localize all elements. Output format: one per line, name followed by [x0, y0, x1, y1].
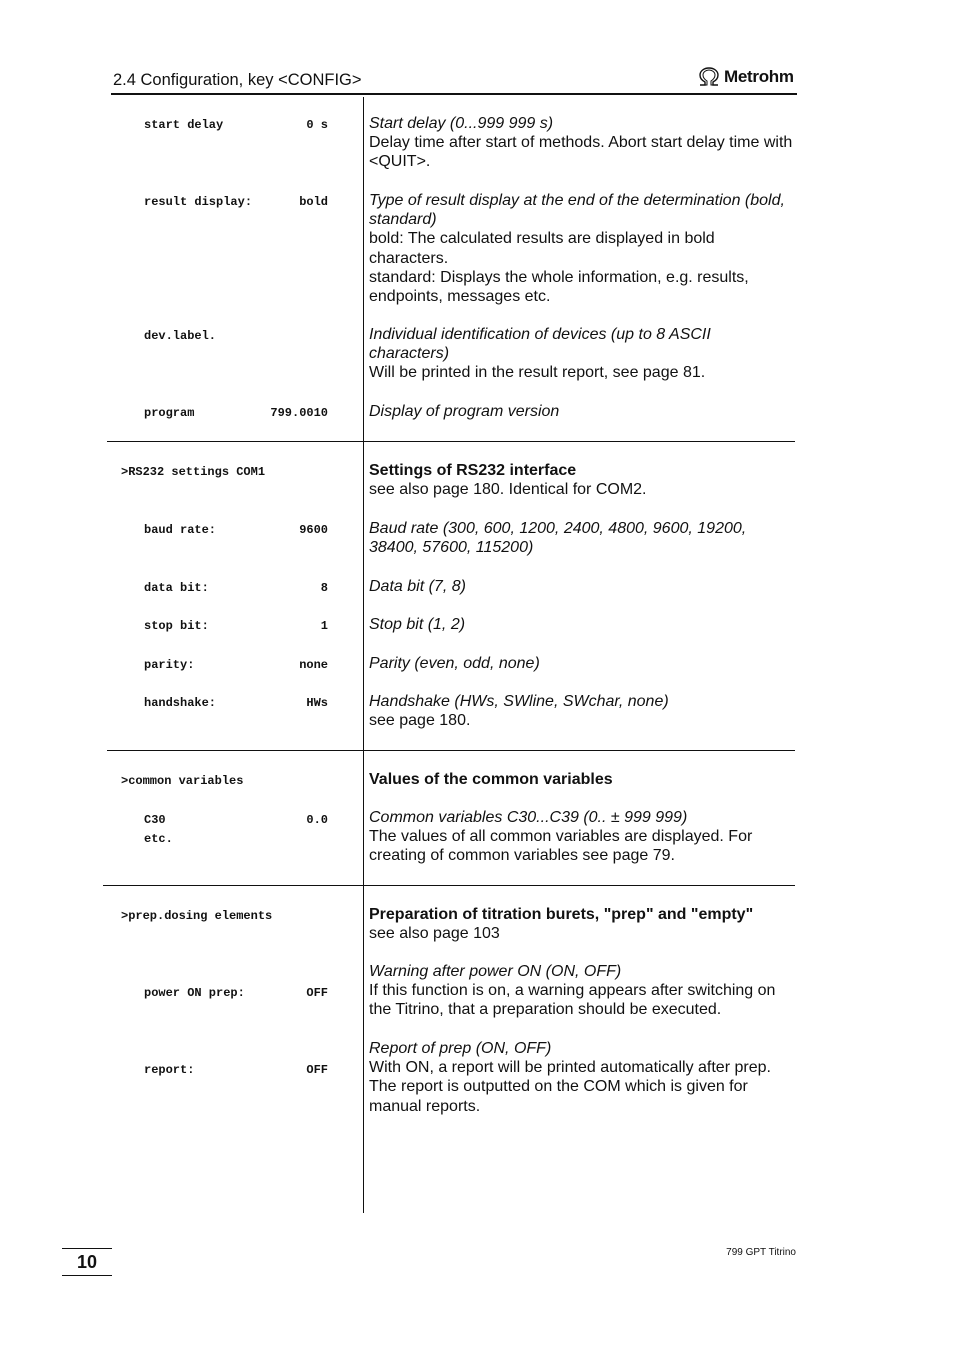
description-text: see also page 103 — [369, 925, 500, 943]
description-text: The values of all common variables are displayed. For creating of common variables see page 79. — [369, 828, 753, 865]
param-description — [369, 962, 794, 1020]
description-range: Data bit (7, 8) — [369, 578, 466, 595]
param-label: program — [144, 406, 195, 420]
description-text: standard: Displays the whole information, e.g. results, endpoints, messages etc. — [369, 268, 749, 306]
section-label: >common variables — [121, 774, 244, 788]
param-label: dev.label. — [144, 329, 217, 343]
param-value: 8 — [320, 581, 328, 595]
section-description — [369, 770, 794, 789]
param-description — [369, 402, 794, 421]
section-rule — [103, 885, 795, 886]
param-description — [369, 615, 794, 634]
param-description — [369, 654, 794, 673]
param-label: power ON prep: — [144, 986, 245, 1000]
column-divider — [363, 97, 364, 1213]
param-label: result display: — [144, 195, 253, 209]
param-value: 1 — [320, 619, 328, 633]
description-range: Common variables C30...C39 (0.. ± 999 999) — [369, 809, 688, 826]
description-range: Report of prep (ON, OFF) — [369, 1040, 552, 1057]
description-range: Warning after power ON (ON, OFF) — [369, 963, 622, 980]
page-number-rule — [62, 1275, 112, 1276]
param-label: stop bit: — [144, 619, 209, 633]
omega-logo-icon — [697, 67, 721, 87]
description-range: Parity (even, odd, none) — [369, 655, 540, 672]
footer-product: 799 GPT Titrino — [726, 1247, 796, 1258]
page-number: 10 — [77, 1252, 98, 1272]
param-label: baud rate: — [144, 523, 217, 537]
param-value: bold — [299, 195, 328, 209]
param-label: C30 — [144, 813, 166, 827]
param-label: handshake: — [144, 696, 217, 710]
param-value: OFF — [306, 986, 328, 1000]
description-range: Individual identification of devices (up to 8 ASCII characters) — [369, 326, 711, 363]
param-description — [369, 577, 794, 596]
param-description — [369, 114, 794, 172]
page-number-rule-top — [62, 1248, 112, 1249]
description-text: Will be printed in the result report, see page 81. — [369, 364, 706, 382]
description-range: Baud rate (300, 600, 1200, 2400, 4800, 9600, 19200, 38400, 57600, 115200) — [369, 520, 747, 557]
param-label: report: — [144, 1063, 195, 1077]
param-description — [369, 325, 794, 383]
section-label: >RS232 settings COM1 — [121, 465, 266, 479]
param-value: 0 s — [306, 118, 328, 132]
description-text: Delay time after start of methods. Abort start delay time with <QUIT>. — [369, 134, 793, 171]
metrohm-logo — [697, 67, 794, 87]
section-rule — [107, 750, 795, 751]
param-description — [369, 692, 794, 730]
description-text: see page 180. — [369, 712, 471, 730]
param-value: HWs — [306, 696, 328, 710]
param-description — [369, 1039, 794, 1116]
param-label: parity: — [144, 658, 195, 672]
param-label: data bit: — [144, 581, 209, 595]
description-range: Display of program version — [369, 403, 560, 420]
description-text: If this function is on, a warning appears after switching on the Titrino, that a preparation should be executed. — [369, 982, 776, 1019]
param-value: OFF — [306, 1063, 328, 1077]
param-label-etc: etc. — [144, 832, 173, 846]
param-value: 9600 — [299, 523, 328, 537]
header-rule — [111, 93, 797, 95]
logo-text: Metrohm — [724, 67, 794, 86]
section-rule — [107, 441, 795, 442]
section-description — [369, 461, 794, 499]
param-label: start delay — [144, 118, 224, 132]
description-text: see also page 180. Identical for COM2. — [369, 481, 647, 499]
param-value: 799.0010 — [270, 406, 328, 420]
section-heading: Settings of RS232 interface — [369, 462, 577, 479]
section-label: >prep.dosing elements — [121, 909, 273, 923]
section-heading: Preparation of titration burets, "prep" and "empty" — [369, 906, 754, 923]
param-description — [369, 519, 794, 557]
description-range: Handshake (HWs, SWline, SWchar, none) — [369, 693, 669, 710]
param-description — [369, 808, 794, 866]
param-value: none — [299, 658, 328, 672]
param-value: 0.0 — [306, 813, 328, 827]
section-description — [369, 905, 794, 943]
page-header-title: 2.4 Configuration, key <CONFIG> — [113, 71, 362, 89]
description-range: Start delay (0...999 999 s) — [369, 115, 554, 132]
description-text: With ON, a report will be printed automatically after prep. The report is outputted on the COM which is given for manual reports. — [369, 1059, 771, 1115]
description-range: Stop bit (1, 2) — [369, 616, 466, 633]
description-text: bold: The calculated results are displayed in bold characters. — [369, 230, 715, 267]
description-range: Type of result display at the end of the determination (bold, standard) — [369, 192, 785, 229]
param-description — [369, 191, 794, 306]
section-heading: Values of the common variables — [369, 771, 613, 788]
